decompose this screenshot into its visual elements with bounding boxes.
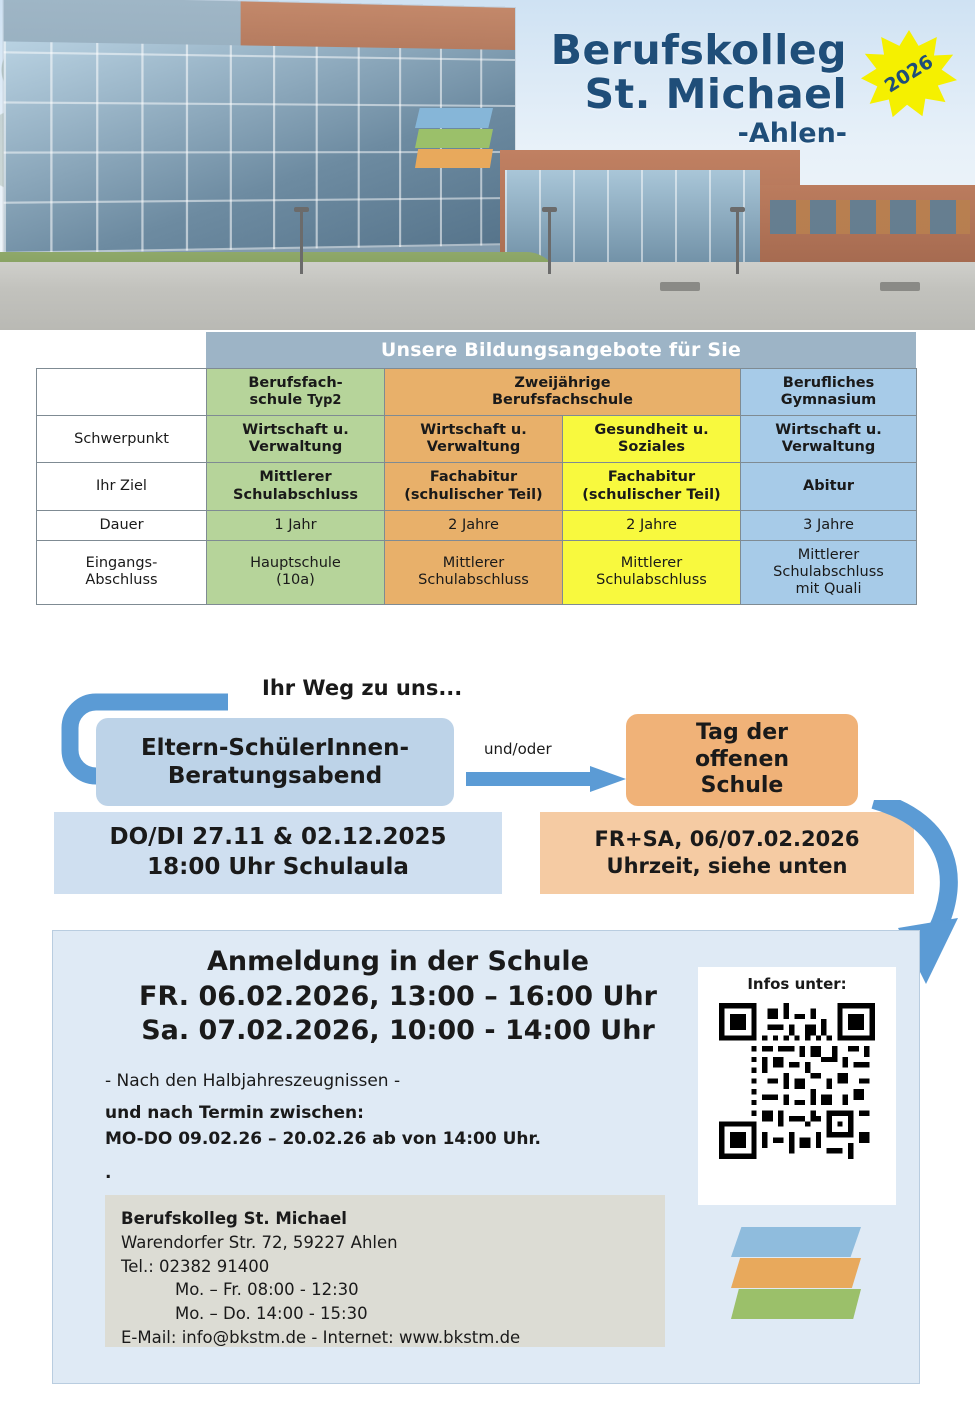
tag-line-1: Tag der — [696, 719, 788, 745]
right-arrow-icon — [466, 766, 626, 792]
qr-label: Infos unter: — [747, 975, 847, 993]
building-entrance — [505, 170, 760, 268]
title-line-1: Berufskolleg — [550, 26, 847, 74]
col1-line1: Berufsfach- — [248, 375, 343, 391]
dates-beratungsabend — [54, 812, 502, 894]
address-hours-1: Mo. – Fr. 08:00 - 12:30 — [175, 1280, 359, 1300]
address-hours-2: Mo. – Do. 14:00 - 15:30 — [175, 1304, 368, 1323]
registration-title-line-1: Anmeldung in der Schule — [206, 946, 589, 977]
title-line-3: -Ahlen- — [737, 117, 847, 149]
logo-band-blue — [415, 108, 493, 128]
column-header-berufsfachschule — [207, 369, 385, 416]
col3-line1: Berufliches — [782, 375, 875, 391]
offers-table — [36, 368, 917, 605]
cell-ziel-1: Mittlerer Schulabschluss — [207, 463, 385, 510]
beratung-line-1: Eltern-SchülerInnen- — [140, 734, 410, 761]
bench-icon — [880, 282, 920, 291]
box-tag-der-offenen-schule — [626, 714, 858, 806]
cell-eingang-1: Hauptschule (10a) — [207, 540, 385, 604]
logo-band-orange — [731, 1258, 861, 1288]
year-badge — [861, 30, 957, 118]
cell-schwerpunkt-1: Wirtschaft u. Verwaltung — [207, 416, 385, 463]
registration-title-line-2: FR. 06.02.2026, 13:00 – 16:00 Uhr — [139, 980, 657, 1012]
plaza-area — [0, 262, 975, 330]
col1-suffix: Typ2 — [307, 393, 342, 409]
offers-banner: Unsere Bildungsangebote für Sie — [206, 332, 916, 368]
cell-dauer-4: 3 Jahre — [741, 510, 917, 540]
col3-line2: Gymnasium — [780, 392, 877, 409]
qr-section — [698, 967, 896, 1205]
lamp-post-icon — [736, 212, 739, 274]
cell-schwerpunkt-2: Wirtschaft u. Verwaltung — [385, 416, 563, 463]
row-label-schwerpunkt: Schwerpunkt — [37, 416, 207, 463]
col1-line2: schule — [249, 392, 303, 409]
building-window-row — [770, 200, 970, 234]
bench-icon — [660, 282, 700, 291]
registration-trailing-dot: . — [105, 1163, 112, 1183]
table-header-row — [37, 369, 917, 416]
row-label-ihr-ziel: Ihr Ziel — [37, 463, 207, 510]
row-label-eingangs-abschluss: Eingangs- Abschluss — [37, 540, 207, 604]
title-line-2: St. Michael — [584, 70, 847, 119]
address-box — [105, 1195, 665, 1347]
logo-band-orange — [415, 149, 493, 168]
cell-ziel-4: Abitur — [741, 463, 917, 510]
qr-code-icon[interactable] — [719, 1003, 875, 1159]
cell-eingang-2: Mittlerer Schulabschluss — [385, 540, 563, 604]
logo-band-blue — [731, 1227, 861, 1257]
registration-note: - Nach den Halbjahreszeugnissen - — [105, 1071, 401, 1091]
appointment-line-1: und nach Termin zwischen: — [105, 1103, 364, 1123]
lamp-post-icon — [548, 212, 551, 274]
table-row — [37, 510, 917, 540]
offers-section — [36, 332, 916, 605]
cell-dauer-1: 1 Jahr — [207, 510, 385, 540]
tag-line-2: offenen — [694, 746, 790, 772]
dates-right-line-2: Uhrzeit, siehe unten — [606, 854, 848, 878]
cell-dauer-3: 2 Jahre — [563, 510, 741, 540]
col2-line1: Zweijährige — [514, 375, 611, 391]
table-row — [37, 416, 917, 463]
dates-right-line-1: FR+SA, 06/07.02.2026 — [594, 826, 860, 851]
registration-title-line-3: Sa. 07.02.2026, 10:00 - 14:00 Uhr — [141, 1015, 655, 1047]
cell-dauer-2: 2 Jahre — [385, 510, 563, 540]
cell-eingang-4: Mittlerer Schulabschluss mit Quali — [741, 540, 917, 604]
column-header-berufliches-gymnasium — [741, 369, 917, 416]
cell-schwerpunkt-4: Wirtschaft u. Verwaltung — [741, 416, 917, 463]
logo-band-green — [415, 129, 493, 148]
header-hero — [0, 0, 975, 330]
col2-line2: Berufsfachschule — [492, 392, 633, 409]
registration-appointment — [105, 1101, 541, 1152]
address-contact: E-Mail: info@bkstm.de - Internet: www.bkstm.de — [121, 1327, 521, 1347]
appointment-line-2: MO-DO 09.02.26 – 20.02.26 ab von 14:00 Uhr. — [105, 1128, 541, 1149]
row-label-dauer: Dauer — [37, 510, 207, 540]
connector-label: und/oder — [484, 740, 552, 758]
address-street: Warendorfer Str. 72, 59227 Ahlen — [121, 1232, 398, 1252]
table-corner-cell — [37, 369, 207, 416]
tag-line-3: Schule — [700, 773, 784, 799]
dates-left-line-2: 18:00 Uhr Schulaula — [147, 854, 409, 880]
table-row — [37, 463, 917, 510]
lamp-post-icon — [300, 212, 303, 274]
address-phone: Tel.: 02382 91400 — [121, 1256, 270, 1276]
cell-schwerpunkt-3: Gesundheit u. Soziales — [563, 416, 741, 463]
box-beratungsabend — [96, 718, 454, 806]
dates-left-line-1: DO/DI 27.11 & 02.12.2025 — [109, 824, 447, 851]
badge-year-label: 2026 — [880, 50, 938, 98]
beratung-line-2: Beratungsabend — [167, 763, 383, 789]
bkstm-logo — [415, 108, 493, 168]
cell-eingang-3: Mittlerer Schulabschluss — [563, 540, 741, 604]
registration-title — [53, 945, 743, 1049]
bkstm-logo-footer — [731, 1227, 861, 1319]
flow-title: Ihr Weg zu uns... — [262, 676, 463, 700]
logo-band-green — [731, 1289, 861, 1319]
table-row — [37, 540, 917, 604]
cell-ziel-3: Fachabitur (schulischer Teil) — [563, 463, 741, 510]
registration-panel — [52, 930, 920, 1384]
column-header-zweijaehrige-berufsfachschule — [385, 369, 741, 416]
cell-ziel-2: Fachabitur (schulischer Teil) — [385, 463, 563, 510]
page-title — [551, 28, 847, 148]
address-school-name: Berufskolleg St. Michael — [121, 1209, 347, 1228]
